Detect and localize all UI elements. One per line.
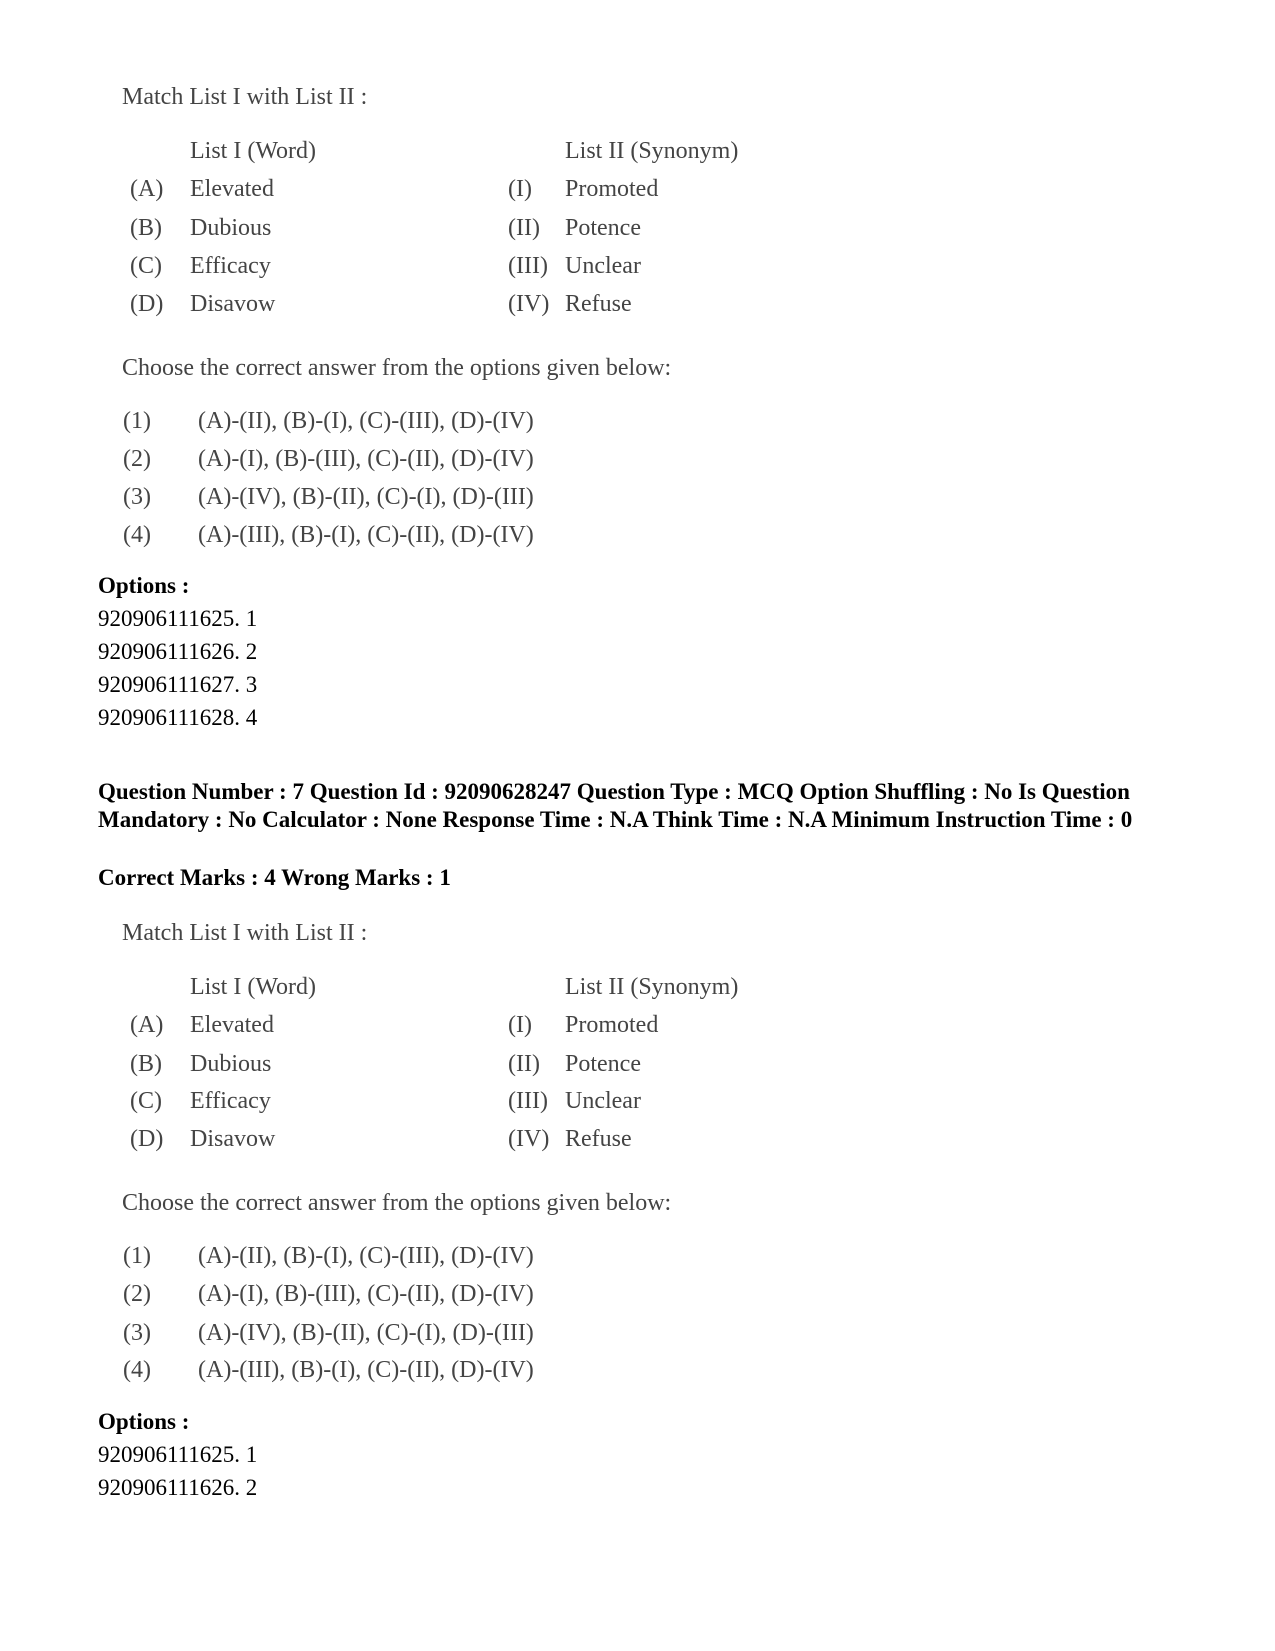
list1-header: List I (Word)	[190, 974, 317, 1000]
list1-label: (C)	[130, 253, 162, 279]
option-item: 920906111626. 2	[98, 1475, 258, 1500]
choose-instruction: Choose the correct answer from the options given below:	[122, 1190, 672, 1216]
list2-label: (I)	[508, 176, 532, 202]
list1-item: Elevated	[190, 1012, 274, 1038]
list2-label: (I)	[508, 1012, 532, 1038]
option-item: 920906111625. 1	[98, 1442, 258, 1467]
options-heading: Options :	[98, 573, 190, 598]
list2-item: Unclear	[565, 1088, 641, 1114]
choice-text: (A)-(I), (B)-(III), (C)-(II), (D)-(IV)	[198, 1281, 534, 1307]
list1-label: (C)	[130, 1088, 162, 1114]
list1-item: Elevated	[190, 176, 274, 202]
list2-item: Potence	[565, 1051, 641, 1077]
list1-item: Dubious	[190, 1051, 272, 1077]
choose-instruction: Choose the correct answer from the options given below:	[122, 355, 672, 381]
list2-item: Promoted	[565, 176, 659, 202]
question-meta: Question Number : 7 Question Id : 92090628247 Question Type : MCQ Option Shuffling : No Is Question Mandatory : No Calculator : None Response Time : N.A Think Time : N.A Minimum Instruction Time : 0	[98, 779, 1133, 832]
choice-number: (1)	[123, 1243, 151, 1269]
choice-number: (2)	[123, 1281, 151, 1307]
choice-text: (A)-(II), (B)-(I), (C)-(III), (D)-(IV)	[198, 1243, 534, 1269]
list2-item: Refuse	[565, 1126, 632, 1152]
list1-header: List I (Word)	[190, 138, 317, 164]
list2-header: List II (Synonym)	[565, 974, 739, 1000]
match-prompt: Match List I with List II :	[122, 84, 368, 110]
choice-text: (A)-(IV), (B)-(II), (C)-(I), (D)-(III)	[198, 484, 534, 510]
list2-item: Promoted	[565, 1012, 659, 1038]
list1-label: (B)	[130, 215, 162, 241]
choice-text: (A)-(II), (B)-(I), (C)-(III), (D)-(IV)	[198, 408, 534, 434]
list1-item: Efficacy	[190, 1088, 271, 1114]
choice-number: (4)	[123, 522, 151, 548]
choice-text: (A)-(IV), (B)-(II), (C)-(I), (D)-(III)	[198, 1320, 534, 1346]
match-prompt: Match List I with List II :	[122, 920, 368, 946]
list2-label: (III)	[508, 253, 548, 279]
list2-item: Unclear	[565, 253, 641, 279]
list2-item: Potence	[565, 215, 641, 241]
list2-item: Refuse	[565, 291, 632, 317]
list2-label: (IV)	[508, 291, 550, 317]
list1-label: (D)	[130, 1126, 164, 1152]
list1-label: (D)	[130, 291, 164, 317]
options-heading: Options :	[98, 1409, 190, 1434]
option-item: 920906111626. 2	[98, 639, 258, 664]
list1-label: (B)	[130, 1051, 162, 1077]
choice-number: (1)	[123, 408, 151, 434]
choice-number: (2)	[123, 446, 151, 472]
list1-item: Disavow	[190, 1126, 276, 1152]
list2-label: (IV)	[508, 1126, 550, 1152]
list2-header: List II (Synonym)	[565, 138, 739, 164]
list1-label: (A)	[130, 176, 164, 202]
list1-label: (A)	[130, 1012, 164, 1038]
choice-text: (A)-(III), (B)-(I), (C)-(II), (D)-(IV)	[198, 522, 534, 548]
option-item: 920906111627. 3	[98, 672, 258, 697]
marks-info: Correct Marks : 4 Wrong Marks : 1	[98, 865, 451, 890]
list2-label: (II)	[508, 215, 540, 241]
choice-text: (A)-(I), (B)-(III), (C)-(II), (D)-(IV)	[198, 446, 534, 472]
list1-item: Disavow	[190, 291, 276, 317]
option-item: 920906111625. 1	[98, 606, 258, 631]
choice-number: (4)	[123, 1357, 151, 1383]
list1-item: Dubious	[190, 215, 272, 241]
choice-text: (A)-(III), (B)-(I), (C)-(II), (D)-(IV)	[198, 1357, 534, 1383]
list2-label: (III)	[508, 1088, 548, 1114]
choice-number: (3)	[123, 484, 151, 510]
list1-item: Efficacy	[190, 253, 271, 279]
option-item: 920906111628. 4	[98, 705, 258, 730]
choice-number: (3)	[123, 1320, 151, 1346]
list2-label: (II)	[508, 1051, 540, 1077]
